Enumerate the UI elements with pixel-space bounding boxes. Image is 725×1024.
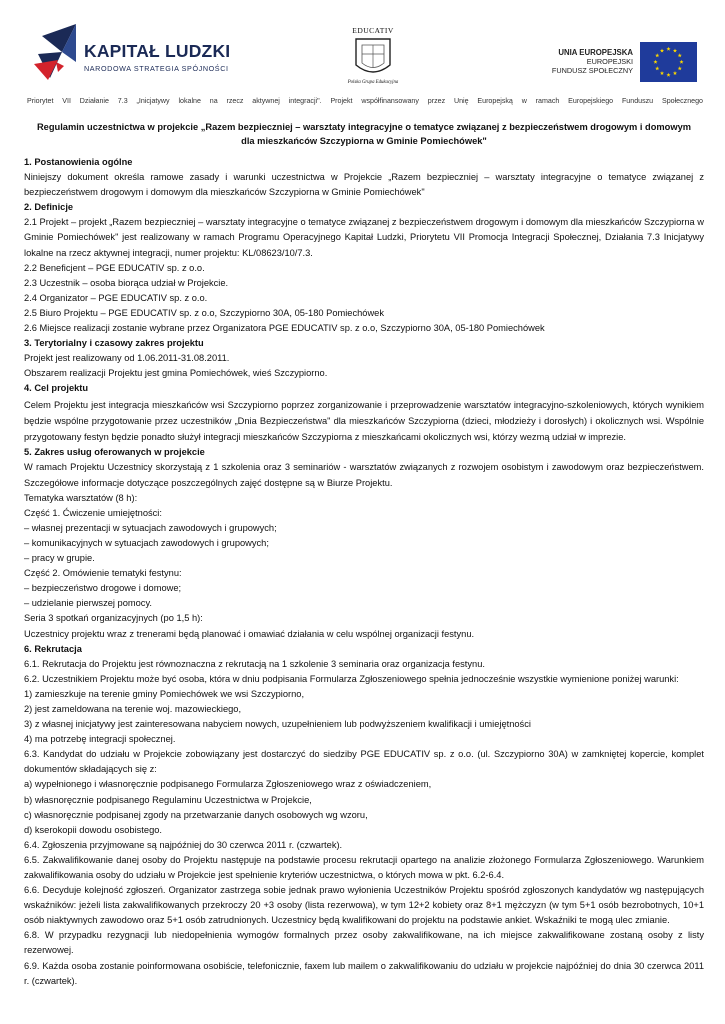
section-5-list-item: – bezpieczeństwo drogowe i domowe; [24, 583, 182, 594]
eu-line-2: EUROPEJSKI [586, 57, 633, 66]
rule-6-5: 6.5. Zakwalifikowanie danej osoby do Projektu następuje na podstawie procesu rekrutacji opartego na analizie złożonego Formularza Zgłoszeniowego. Warunkiem zakwalifikowania osoby do udziału w Projekcie jest spełnienie kryteriów uczestnictwa, o których mowa w pkt. 6.2-6.4. [24, 854, 704, 881]
section-5-paragraph-1: W ramach Projektu Uczestnicy skorzystają z 1 szkolenia oraz 3 seminariów - warsztatów związanych z rozwojem osobistym i zawodowym oraz bezpieczeństwem. Szczegółowe informacje dotyczące poszczególnych zajęć dostępne są w Biurze Projektu. [24, 462, 704, 488]
page-header [0, 0, 725, 92]
section-5-list-item: – pracy w grupie. [24, 553, 95, 564]
section-5-list-item: – komunikacyjnych w sytuacjach zawodowych i grupowych; [24, 537, 269, 548]
section-4-heading: 4. Cel projektu [24, 383, 89, 394]
section-5-paragraph-11: Uczestnicy projektu wraz z trenerami będą planować i omawiać działania w celu wspólnej organizacji festynu. [24, 628, 475, 639]
educativ-logo [342, 24, 404, 90]
definition-2-2: 2.2 Beneficjent – PGE EDUCATIV sp. z o.o. [24, 262, 205, 273]
eu-line-3: FUNDUSZ SPOŁECZNY [551, 66, 633, 75]
rule-6-2-condition: 1) zamieszkuje na terenie gminy Pomiechówek we wsi Szczypiorno, [24, 688, 305, 699]
definition-2-5: 2.5 Biuro Projektu – PGE EDUCATIV sp. z o.o, Szczypiorno 30A, 05-180 Pomiechówek [24, 307, 384, 318]
eu-logo-block [551, 42, 705, 84]
document-body [24, 121, 704, 989]
section-1-paragraph: Niniejszy dokument określa ramowe zasady i warunki uczestnictwa w Projekcie „Razem bezpieczniej – warsztaty integracyjne o tematyce związanej z bezpieczeństwem drogowym i domowym dla mieszkańców Szczypiorna w Gminie Pomiechówek" [24, 172, 704, 198]
section-5-list-item: – udzielanie pierwszej pomocy. [24, 598, 152, 609]
kapital-ludzki-title: KAPITAŁ LUDZKI [84, 41, 231, 61]
section-1-heading: 1. Postanowienia ogólne [24, 157, 133, 167]
eu-logo-text [552, 48, 633, 75]
rule-6-2-condition: 3) z własnej inicjatywy jest zainteresowana nabyciem nowych, uzupełnieniem lub podwyższeniem kwalifikacji i umiejętności [24, 719, 531, 730]
rule-6-2: 6.2. Uczestnikiem Projektu może być osoba, która w dniu podpisania Formularza Zgłoszeniowego spełnia jednocześnie wszystkie wymienione poniżej warunki: [24, 673, 679, 684]
educativ-logo-title: EDUCATIV [352, 26, 394, 35]
kapital-ludzki-subtitle: NARODOWA STRATEGIA SPÓJNOŚCI [84, 64, 229, 73]
definition-2-1: 2.1 Projekt – projekt „Razem bezpieczniej – warsztaty integracyjne o tematyce związanej z bezpieczeństwem drogowym i domowym dla mieszkańców Szczypiorna w Gminie Pomiechówek" jest realizowany w ramach Programu Operacyjnego Kapitał Ludzki, Priorytetu VII Promocja Integracji Społecznej, Działania 7.3 Inicjatywy lokalne na rzecz aktywnej integracji, numer projektu: KL/08623/10/7.3. [24, 217, 704, 258]
section-3-heading: 3. Terytorialny i czasowy zakres projektu [24, 338, 204, 349]
rule-6-2-condition: 2) jest zameldowana na terenie woj. mazowieckiego, [24, 703, 242, 714]
section-3-paragraph-2: Obszarem realizacji Projektu jest gmina Pomiechówek, wieś Szczypiorno. [24, 368, 328, 379]
rule-6-6: 6.6. Decyduje kolejność zgłoszeń. Organizator zastrzega sobie jednak prawo wyłonienia Uczestników Projektu spośród zgłoszonych kandydatów wg następujących wskaźników: jeżeli lista zakwalifikowanych przekroczy 20 +3 osoby (lista rezerwowa), w tym 12+2 kobiety oraz 8+1 mężczyzn (w tym 5+1 osób bezrobotnych, 10+1 osób niaktywnych zawodowo oraz 5+1 osób zatrudnionych. Uczestnicy będą kwalifikowani do projektu na podstawie ankiet. Wskaźniki te mogą ulec zmianie. [24, 885, 704, 926]
section-5-heading: 5. Zakres usług oferowanych w projekcie [24, 447, 205, 458]
section-5-list-item: – własnej prezentacji w sytuacjach zawodowych i grupowych; [24, 522, 277, 533]
section-3-paragraph-1: Projekt jest realizowany od 1.06.2011-31.08.2011. [24, 353, 230, 364]
rule-6-9: 6.9. Każda osoba zostanie poinformowana osobiście, telefonicznie, faxem lub mailem o zakwalifikowaniu do udziału w projekcie najpóźniej do dnia 30 czerwca 2011 r. (czwartek). [24, 960, 704, 986]
rule-6-2-condition: 4) ma potrzebę integracji społecznej. [24, 734, 176, 745]
rule-6-1: 6.1. Rekrutacja do Projektu jest równoznaczna z rekrutacją na 1 szkolenie 3 seminaria oraz organizacja festynu. [24, 658, 485, 669]
kapital-ludzki-logo [28, 22, 243, 82]
definition-2-3: 2.3 Uczestnik – osoba biorąca udział w Projekcie. [24, 277, 229, 288]
rule-6-3-document: b) własnoręcznie podpisanego Regulaminu Uczestnictwa w Projekcie, [24, 794, 312, 805]
kapital-ludzki-star-icon [28, 22, 76, 80]
rule-6-4: 6.4. Zgłoszenia przyjmowane są najpóźniej do 30 czerwca 2011 r. (czwartek). [24, 839, 343, 850]
definition-2-4: 2.4 Organizator – PGE EDUCATIV sp. z o.o. [24, 292, 208, 303]
eu-line-1: UNIA EUROPEJSKA [558, 48, 633, 57]
educativ-crest-icon [350, 35, 396, 79]
rule-6-8: 6.8. W przypadku rezygnacji lub niedopełnienia wymogów formalnych przez osoby zakwalifikowane, na ich miejsce zakwalifikowane zostaną osoby z listy rezerwowej. [24, 930, 704, 956]
definition-2-6: 2.6 Miejsce realizacji zostanie wybrane przez Organizatora PGE EDUCATIV sp. z o.o, Szczypiorno 30A, 05-180 Pomiechówek [24, 323, 545, 334]
rule-6-3: 6.3. Kandydat do udziału w Projekcie zobowiązany jest dostarczyć do siedziby PGE EDUCATIV sp. z o.o. (ul. Szczypiorno 30A) w zamkniętej kopercie, komplet dokumentów składających się z: [24, 749, 704, 775]
section-5-paragraph-2: Tematyka warsztatów (8 h): [24, 492, 138, 503]
section-5-paragraph-3: Część 1. Ćwiczenie umiejętności: [24, 507, 162, 518]
section-2-heading: 2. Definicje [24, 202, 74, 213]
rule-6-3-document: d) kserokopii dowodu osobistego. [24, 824, 162, 835]
section-4-paragraph: Celem Projektu jest integracja mieszkańców wsi Szczypiorno poprzez zorganizowanie i przeprowadzenie warsztatów integracyjno-szkoleniowych, których wynikiem będzie wspólne przygotowanie przez uczestników „Dnia Bezpieczeństwa" dla mieszkańców Szczypiorna (dzieci, młodzieży i dorosłych) i okolicznych wsi. Wspólnie przygotowany festyn będzie ponadto służył integracji mieszkańców Szczypiorna z mieszkańcami okolicznych wsi, którzy wezmą udział w imprezie. [24, 399, 704, 443]
educativ-logo-caption: Polska Grupa Edukacyjna [347, 80, 399, 85]
document-title [24, 121, 704, 148]
rule-6-3-document: a) wypełnionego i własnoręcznie podpisanego Formularza Zgłoszeniowego wraz z oświadczeniem, [24, 779, 432, 790]
priority-line: Priorytet VII Działanie 7.3 „Inicjatywy lokalne na rzecz aktywnej integracji". Projekt współfinansowany przez Unię Europejską w ramach Europejskiego Funduszu Społecznego [27, 97, 703, 105]
eu-flag-icon [640, 42, 697, 82]
section-5-paragraph-10: Seria 3 spotkań organizacyjnych (po 1,5 h): [24, 613, 203, 624]
rule-6-3-document: c) własnoręcznie podpisanej zgody na przetwarzanie danych osobowych wg wzoru, [24, 809, 368, 820]
section-5-paragraph-7: Część 2. Omówienie tematyki festynu: [24, 568, 182, 579]
document-title-line-2: dla mieszkańców Szczypiorna w Gminie Pomiechówek" [241, 135, 487, 146]
document-title-line-1: Regulamin uczestnictwa w projekcie „Razem bezpieczniej – warsztaty integracyjne o tematyce związanej z bezpieczeństwem drogowym i domowym [36, 122, 692, 132]
section-6-heading: 6. Rekrutacja [24, 643, 82, 654]
